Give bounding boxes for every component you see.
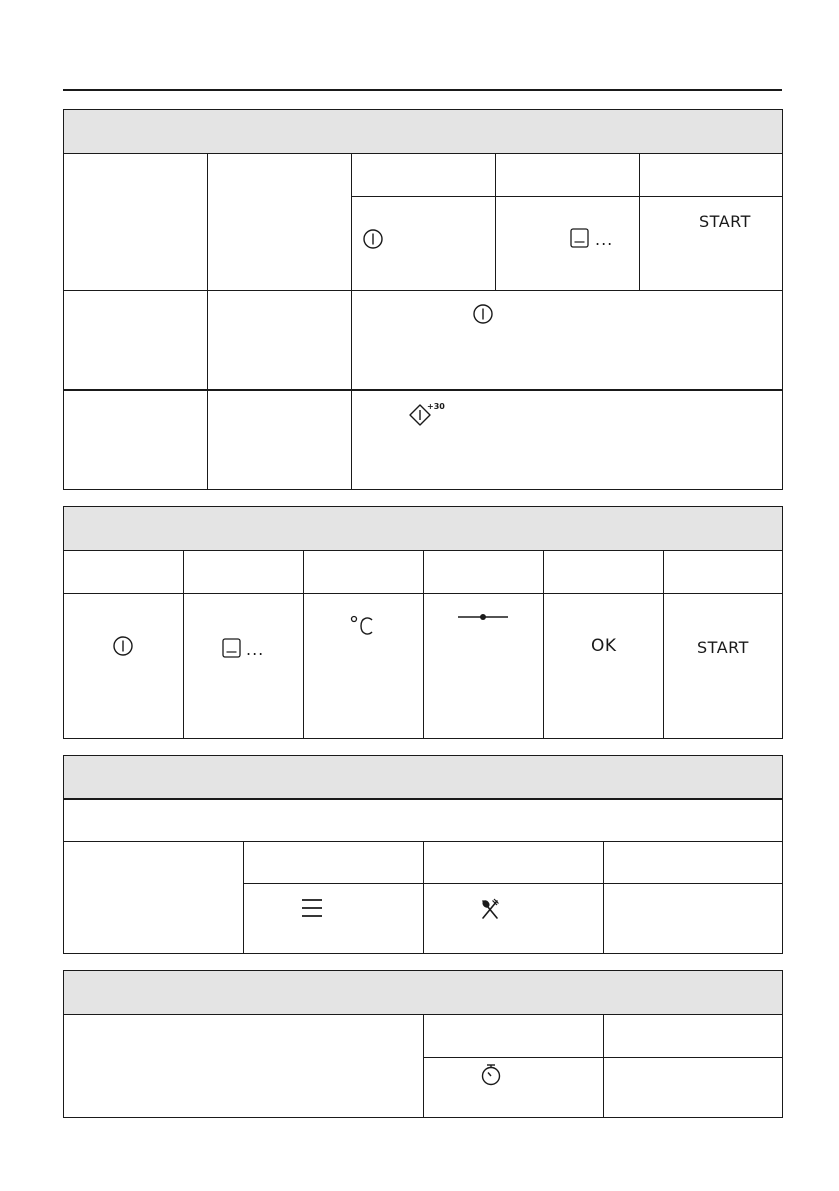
temperature-icon	[350, 614, 378, 638]
table-1	[63, 109, 783, 490]
start-label: START	[699, 212, 751, 231]
on-off-icon	[362, 228, 384, 250]
table-4-header	[64, 971, 782, 1015]
on-off-icon	[472, 303, 494, 325]
table-3-header	[64, 756, 782, 799]
ellipsis-text: ...	[595, 230, 614, 249]
slider-icon	[457, 610, 509, 624]
ok-label: OK	[591, 636, 617, 656]
timer-icon	[480, 1063, 502, 1087]
oven-function-icon	[570, 228, 589, 248]
menu-icon	[301, 897, 323, 919]
table-2-header	[64, 507, 782, 551]
table-3	[63, 755, 783, 954]
on-off-icon	[112, 635, 134, 657]
cutlery-icon	[480, 898, 500, 920]
table-4	[63, 970, 783, 1118]
plus-thirty-label: +30	[427, 402, 445, 411]
start-label: START	[697, 638, 749, 657]
page-top-rule	[63, 89, 782, 91]
ellipsis-text: ...	[246, 640, 265, 659]
table-2	[63, 506, 783, 739]
oven-function-icon	[222, 638, 241, 658]
table-1-header	[64, 110, 782, 154]
